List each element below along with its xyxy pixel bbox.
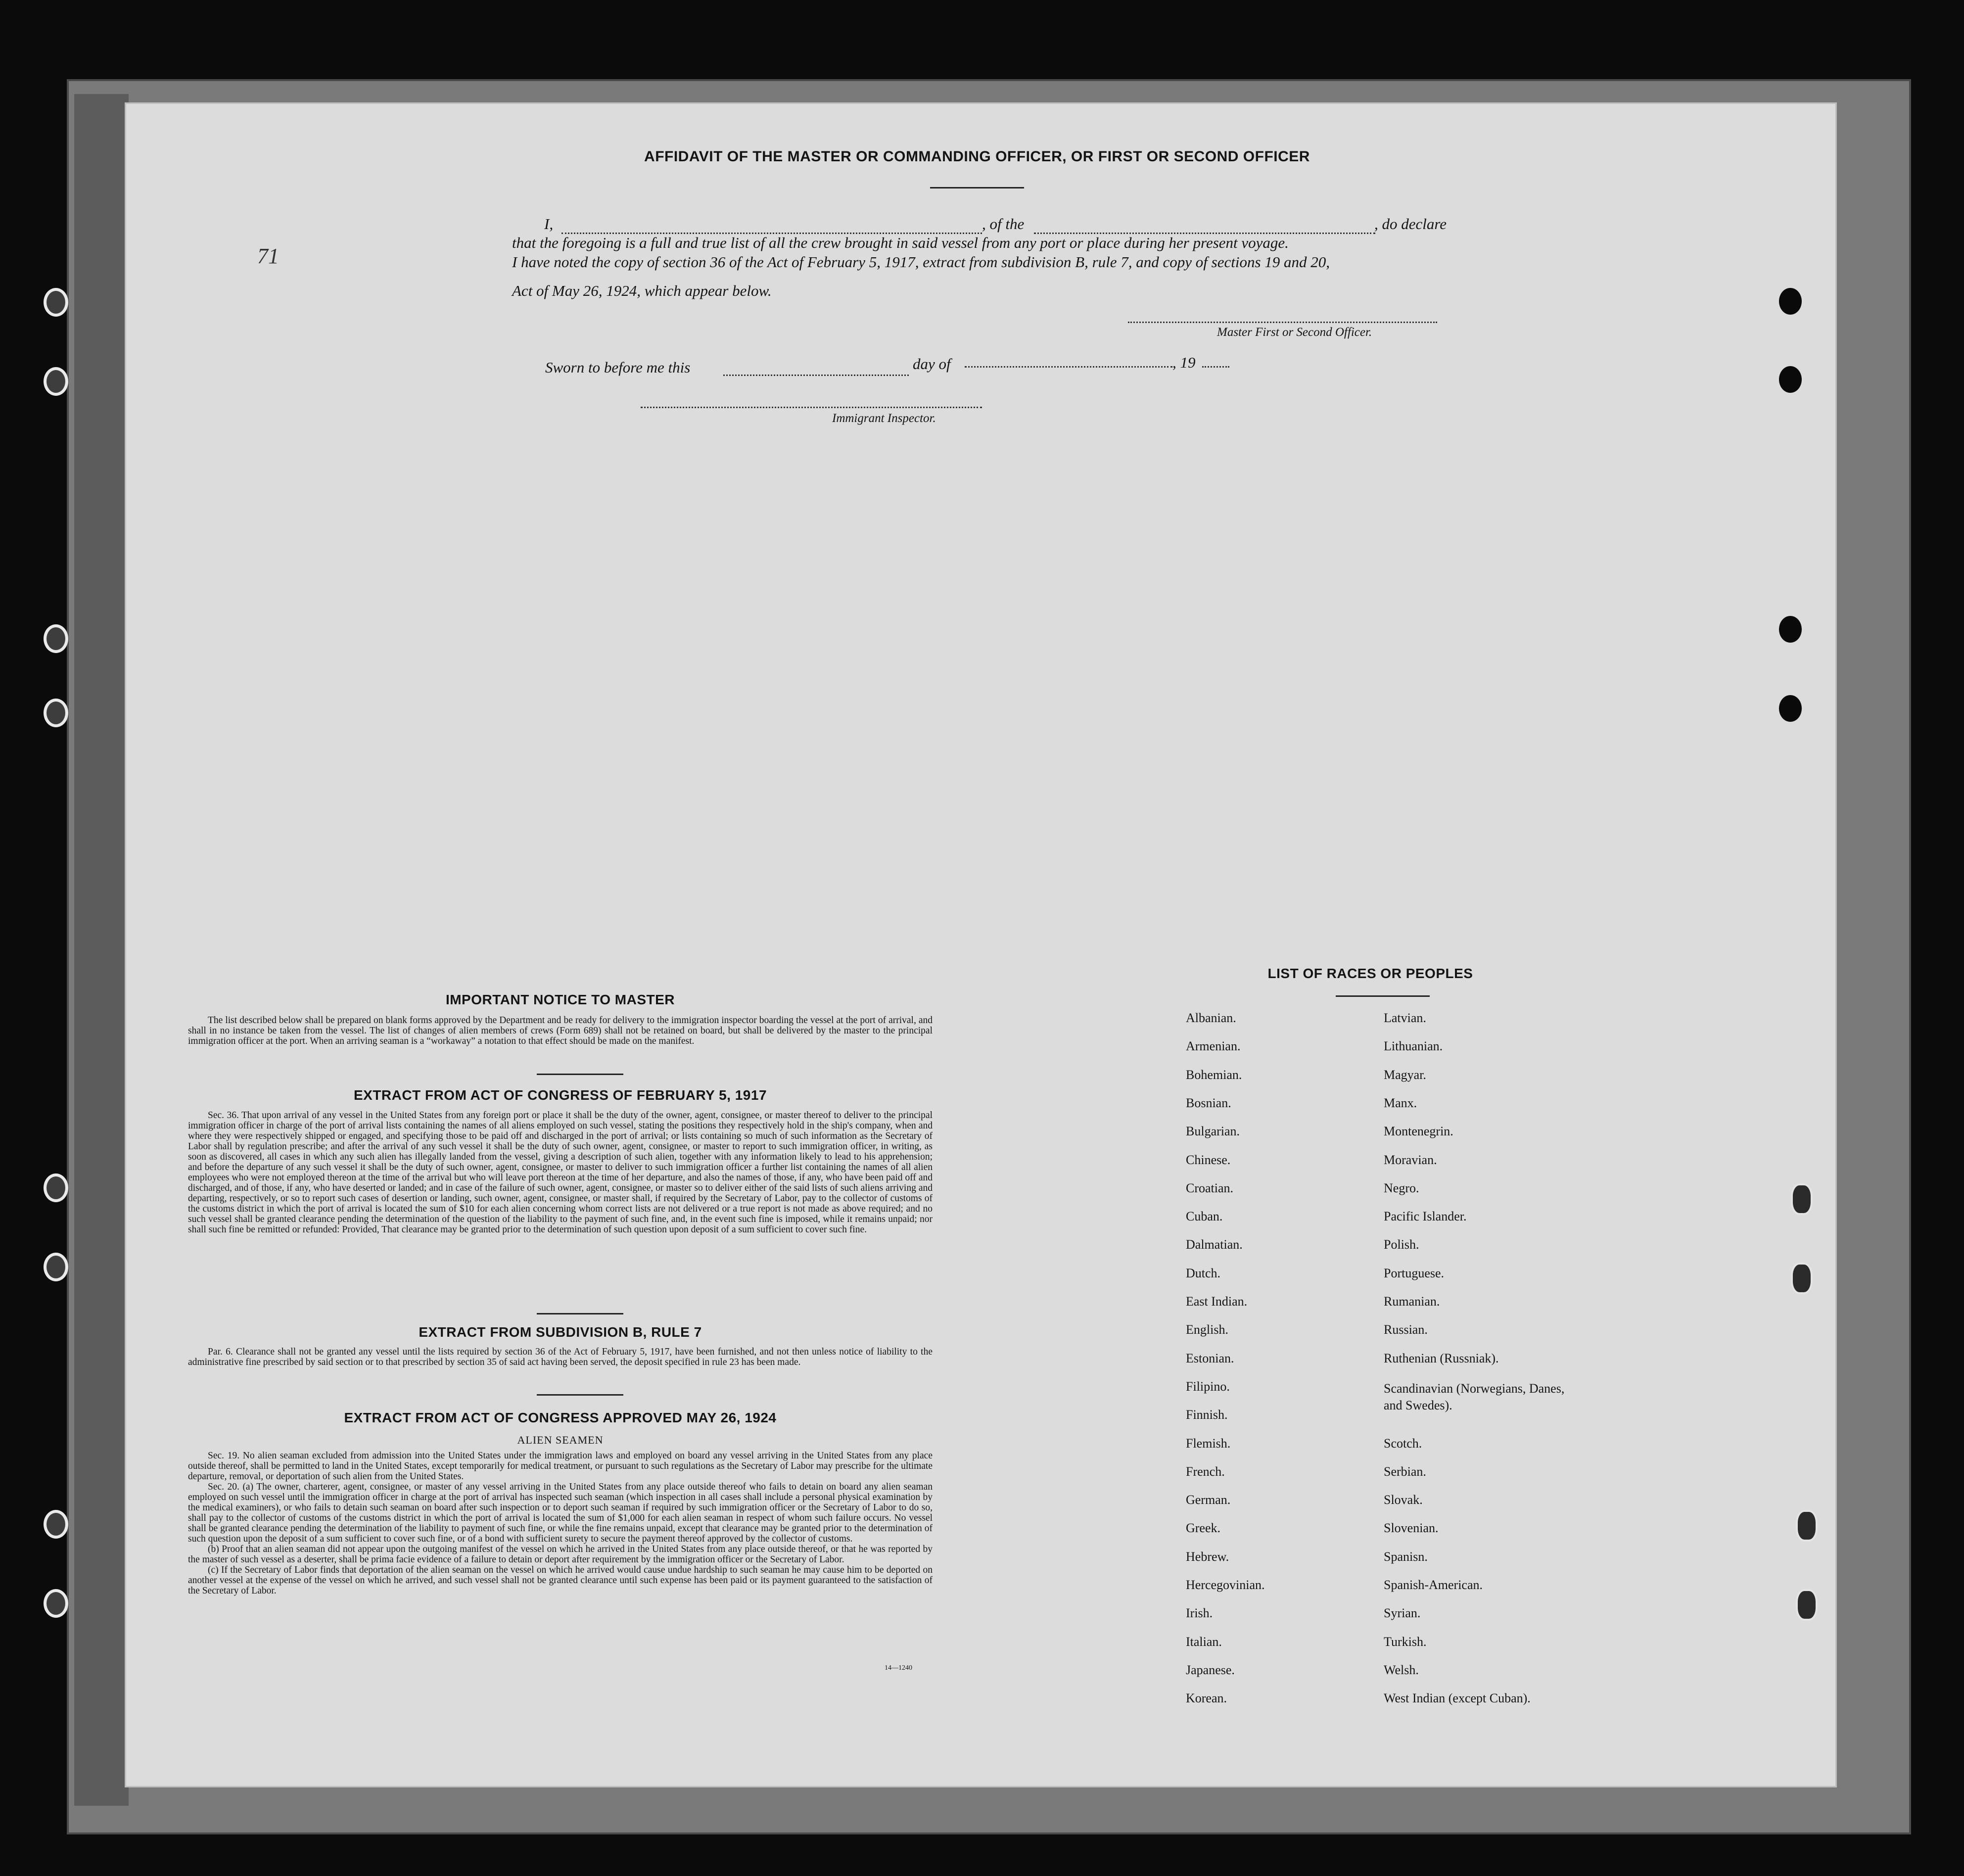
master-label: Master First or Second Officer. <box>1217 326 1372 339</box>
race-item: Croatian. <box>1186 1180 1234 1195</box>
binder-ring-icon <box>1796 1510 1818 1542</box>
notice-title: IMPORTANT NOTICE TO MASTER <box>445 992 675 1007</box>
race-item: Estonian. <box>1186 1351 1234 1365</box>
divider <box>930 187 1024 188</box>
race-item: Russian. <box>1384 1322 1428 1337</box>
race-item: Ruthenian (Russniak). <box>1384 1351 1499 1365</box>
binder-ring-icon <box>44 1173 68 1202</box>
race-item: Bulgarian. <box>1186 1124 1240 1139</box>
rule7-text: Par. 6. Clearance shall not be granted any vessel until the lists required by section 36 of the Act of February 5, 1917, have been furnished, and not then unless notice of liability to the administrative fine prescribed by said section or to that prescribed by section 35 of said act having been served, the deposit specified in rule 23 has been made. <box>188 1347 933 1367</box>
sworn-label: Sworn to before me this <box>545 359 691 376</box>
races-title: LIST OF RACES OR PEOPLES <box>1267 966 1473 981</box>
race-item: Spanish-American. <box>1384 1578 1483 1592</box>
race-item: English. <box>1186 1322 1228 1337</box>
race-item: Cuban. <box>1186 1209 1223 1224</box>
race-item: Scandinavian (Norwegians, Danes, and Swedes). <box>1384 1381 1565 1412</box>
inspector-label: Immigrant Inspector. <box>832 412 936 425</box>
binder-ring-icon <box>1796 1589 1818 1621</box>
race-item: Albanian. <box>1186 1011 1236 1025</box>
extract-1924-text: Sec. 19. No alien seaman excluded from admission into the United States under the immigration laws and employed on board any vessel arriving in the United States from any place outside thereof, shall be permitted to land in the United States, except temporarily for medical treatment, or pursuant to such regulations as the Secretary of Labor may prescribe for the ultimate departure, removal, or deportation of such alien from the United States. Sec. 20. (a) The owner, charterer, agent, consignee, or master of any vessel arriving in the United States from any place outside thereof who fails to detain on board any alien seaman employed on such vessel until the immigration officer in charge at the port of arrival has inspected such seaman (which inspection in all cases shall include a personal physical examination by the medical examiners), or who fails to detain such seaman on board after such inspection or to deport such seaman if required by such immigration officer or the Secretary of Labor to do so, shall pay to the collector of customs of the customs district in which the port of arrival is located the sum of $1,000 for each alien seaman in respect of whom such failure occurs. No vessel shall be granted clearance pending the determination of the liability to payment of such fine, or while the fine remains unpaid, except that clearance may be granted prior to the determination of such question upon the deposit of a sum sufficient to cover such fine, or of a bond with sufficient surety to secure the payment thereof approved by the collector of customs. (b) Proof that an alien seaman did not appear upon the outgoing manifest of the vessel on which he arrived in the United States from any place outside thereof, or that he was reported by the master of such vessel as a deserter, shall be prima facie evidence of a failure to detain or deport after requirement by the immigration officer or the Secretary of Labor. (c) If the Secretary of Labor finds that deportation of the alien seaman on the vessel on which he arrived would cause undue hardship to such seaman he may cause him to be deported on another vessel at the expense of the vessel on which he arrived, and such vessel shall not be granted clearance until such expense has been paid or its payment guaranteed to the satisfaction of the Secretary of Labor. <box>188 1451 933 1596</box>
race-item: French. <box>1186 1464 1225 1479</box>
race-item: Chinese. <box>1186 1152 1231 1167</box>
race-item: Slovenian. <box>1384 1521 1439 1536</box>
binder-ring-icon <box>44 699 68 727</box>
race-item: Scotch. <box>1384 1436 1422 1451</box>
race-item: Portuguese. <box>1384 1266 1445 1280</box>
divider <box>1336 995 1430 997</box>
rule7-title: EXTRACT FROM SUBDIVISION B, RULE 7 <box>419 1324 702 1340</box>
margin-mark: 71 <box>257 244 279 268</box>
binder-ring-icon <box>1791 1263 1813 1294</box>
affidavit-line2: that the foregoing is a full and true list of all the crew brought in said vessel from any port or place during her present voyage. <box>512 234 1289 251</box>
race-item: Finnish. <box>1186 1407 1228 1422</box>
extract-1917-title: EXTRACT FROM ACT OF CONGRESS OF FEBRUARY 5, 1917 <box>353 1087 767 1103</box>
year-label: , 19 <box>1172 354 1196 371</box>
race-item: Syrian. <box>1384 1606 1421 1621</box>
binder-ring-icon <box>44 288 68 317</box>
race-item: Korean. <box>1186 1691 1227 1706</box>
race-item: Serbian. <box>1384 1464 1426 1479</box>
race-item: Negro. <box>1384 1180 1419 1195</box>
race-item: Flemish. <box>1186 1436 1231 1451</box>
affidavit-do-declare: , do declare <box>1374 215 1447 233</box>
binder-edge <box>74 94 129 1806</box>
extract-1917-text: Sec. 36. That upon arrival of any vessel in the United States from any foreign port or place it shall be the duty of the owner, agent, consignee, or master thereof to deliver to the principal immigration officer in charge of the port of arrival lists containing the names of all aliens employed on such vessel, stating the positions they respectively hold in the ship's company, when and where they were respectively shipped or engaged, and specifying those to be paid off and discharged in the port of arrival; or lists containing so much of such information as the Secretary of Labor shall by regulation prescribe; and after the arrival of any such vessel it shall be the duty of such owner, agent, consignee, or master to report to such immigration officer, in writing, as soon as discovered, all cases in which any such alien has illegally landed from the vessel, giving a description of such alien, together with any information likely to lead to his apprehension; and before the departure of any such vessel it shall be the duty of such owner, agent, consignee, or master to deliver to such immigration officer a further list containing the names of all alien employees who were not employed thereon at the time of the arrival but who will leave port thereon at the time of her departure, and also the names of those, if any, who have been paid off and discharged, and of those, if any, who have deserted or landed; and in case of the failure of such owner, agent, consignee, or master so to deliver either of the said lists of such aliens arriving and departing, respectively, or so to report such cases of desertion or landing, such owner, agent, consignee, or master shall, if required by the Secretary of Labor, pay to the collector of customs of the customs district in which the port of arrival is located the sum of $10 for each alien concerning whom correct lists are not delivered or a true report is not made as above required; and no such vessel shall be granted clearance pending the determination of the question of the liability to the payment of such fine, and, in the event such fine is imposed, while it remains unpaid; nor shall such fine be remitted or refunded: Provided, That clearance may be granted prior to the determination of such question upon deposit of a sum sufficient to cover such fine. <box>188 1110 933 1235</box>
race-item: Slovak. <box>1384 1493 1423 1507</box>
punch-hole-icon <box>1779 695 1802 722</box>
notice-text: The list described below shall be prepared on blank forms approved by the Department and be ready for delivery to the immigration inspector boarding the vessel at the port of arrival, and shall in no instance be taken from the vessel. The list of changes of alien members of crews (Form 689) shall not be retained on board, but shall be delivered by the master to the principal immigration officer at the port. When an arriving seaman is a “workaway” a notation to that effect should be made on the manifest. <box>188 1015 933 1046</box>
affidavit-of-the: , of the <box>982 215 1025 233</box>
punch-hole-icon <box>1779 616 1802 643</box>
race-item: Moravian. <box>1384 1152 1437 1167</box>
race-item: Rumanian. <box>1384 1294 1440 1309</box>
race-item: Hebrew. <box>1186 1549 1229 1564</box>
affidavit-line4: Act of May 26, 1924, which appear below. <box>512 282 772 299</box>
race-item: Dutch. <box>1186 1266 1221 1280</box>
divider <box>537 1394 623 1396</box>
extract-1924-title: EXTRACT FROM ACT OF CONGRESS APPROVED MAY 26, 1924 <box>344 1410 777 1425</box>
race-item: Italian. <box>1186 1634 1222 1649</box>
race-item: Armenian. <box>1186 1039 1241 1054</box>
race-item: West Indian (except Cuban). <box>1384 1691 1531 1706</box>
race-item: Greek. <box>1186 1521 1221 1536</box>
binder-ring-icon <box>44 624 68 653</box>
punch-hole-icon <box>1779 288 1802 315</box>
race-item: Lithuanian. <box>1384 1039 1443 1054</box>
race-item: Irish. <box>1186 1606 1213 1621</box>
month-blank[interactable] <box>965 366 1172 368</box>
race-item: Montenegrin. <box>1384 1124 1453 1139</box>
divider <box>537 1313 623 1314</box>
inspector-signature-blank[interactable] <box>641 407 982 408</box>
race-item: Japanese. <box>1186 1662 1235 1677</box>
master-signature-blank[interactable] <box>1128 322 1437 323</box>
race-item: Bosnian. <box>1186 1095 1231 1110</box>
binder-ring-icon <box>44 367 68 396</box>
affidavit-title: AFFIDAVIT OF THE MASTER OR COMMANDING OFFICER, OR FIRST OR SECOND OFFICER <box>644 148 1310 165</box>
race-item: Latvian. <box>1384 1011 1426 1025</box>
binder-ring-icon <box>44 1589 68 1618</box>
race-item: Dalmatian. <box>1186 1237 1243 1252</box>
alien-seamen-subtitle: ALIEN SEAMEN <box>517 1434 604 1446</box>
race-item: Spanisn. <box>1384 1549 1428 1564</box>
year-blank[interactable] <box>1202 366 1229 368</box>
divider <box>537 1074 623 1075</box>
day-of-label: day of <box>913 355 951 373</box>
race-item: Polish. <box>1384 1237 1419 1252</box>
affidavit-i: I, <box>544 215 554 233</box>
race-item: Manx. <box>1384 1095 1417 1110</box>
race-item: German. <box>1186 1493 1231 1507</box>
race-item: East Indian. <box>1186 1294 1248 1309</box>
binder-ring-icon <box>44 1253 68 1281</box>
race-item: Bohemian. <box>1186 1067 1242 1082</box>
race-item: Welsh. <box>1384 1662 1419 1677</box>
affidavit-line3: I have noted the copy of section 36 of the Act of February 5, 1917, extract from subdivision B, rule 7, and copy of sections 19 and 20, <box>512 253 1330 271</box>
race-item: Filipino. <box>1186 1379 1230 1394</box>
form-number: 14—1240 <box>885 1664 912 1672</box>
race-item: Turkish. <box>1384 1634 1427 1649</box>
punch-hole-icon <box>1779 366 1802 393</box>
binder-ring-icon <box>1791 1183 1813 1215</box>
race-item: Hercegovinian. <box>1186 1578 1265 1592</box>
race-item: Pacific Islander. <box>1384 1209 1467 1224</box>
day-blank[interactable] <box>723 375 909 376</box>
race-item: Magyar. <box>1384 1067 1426 1082</box>
binder-ring-icon <box>44 1510 68 1539</box>
